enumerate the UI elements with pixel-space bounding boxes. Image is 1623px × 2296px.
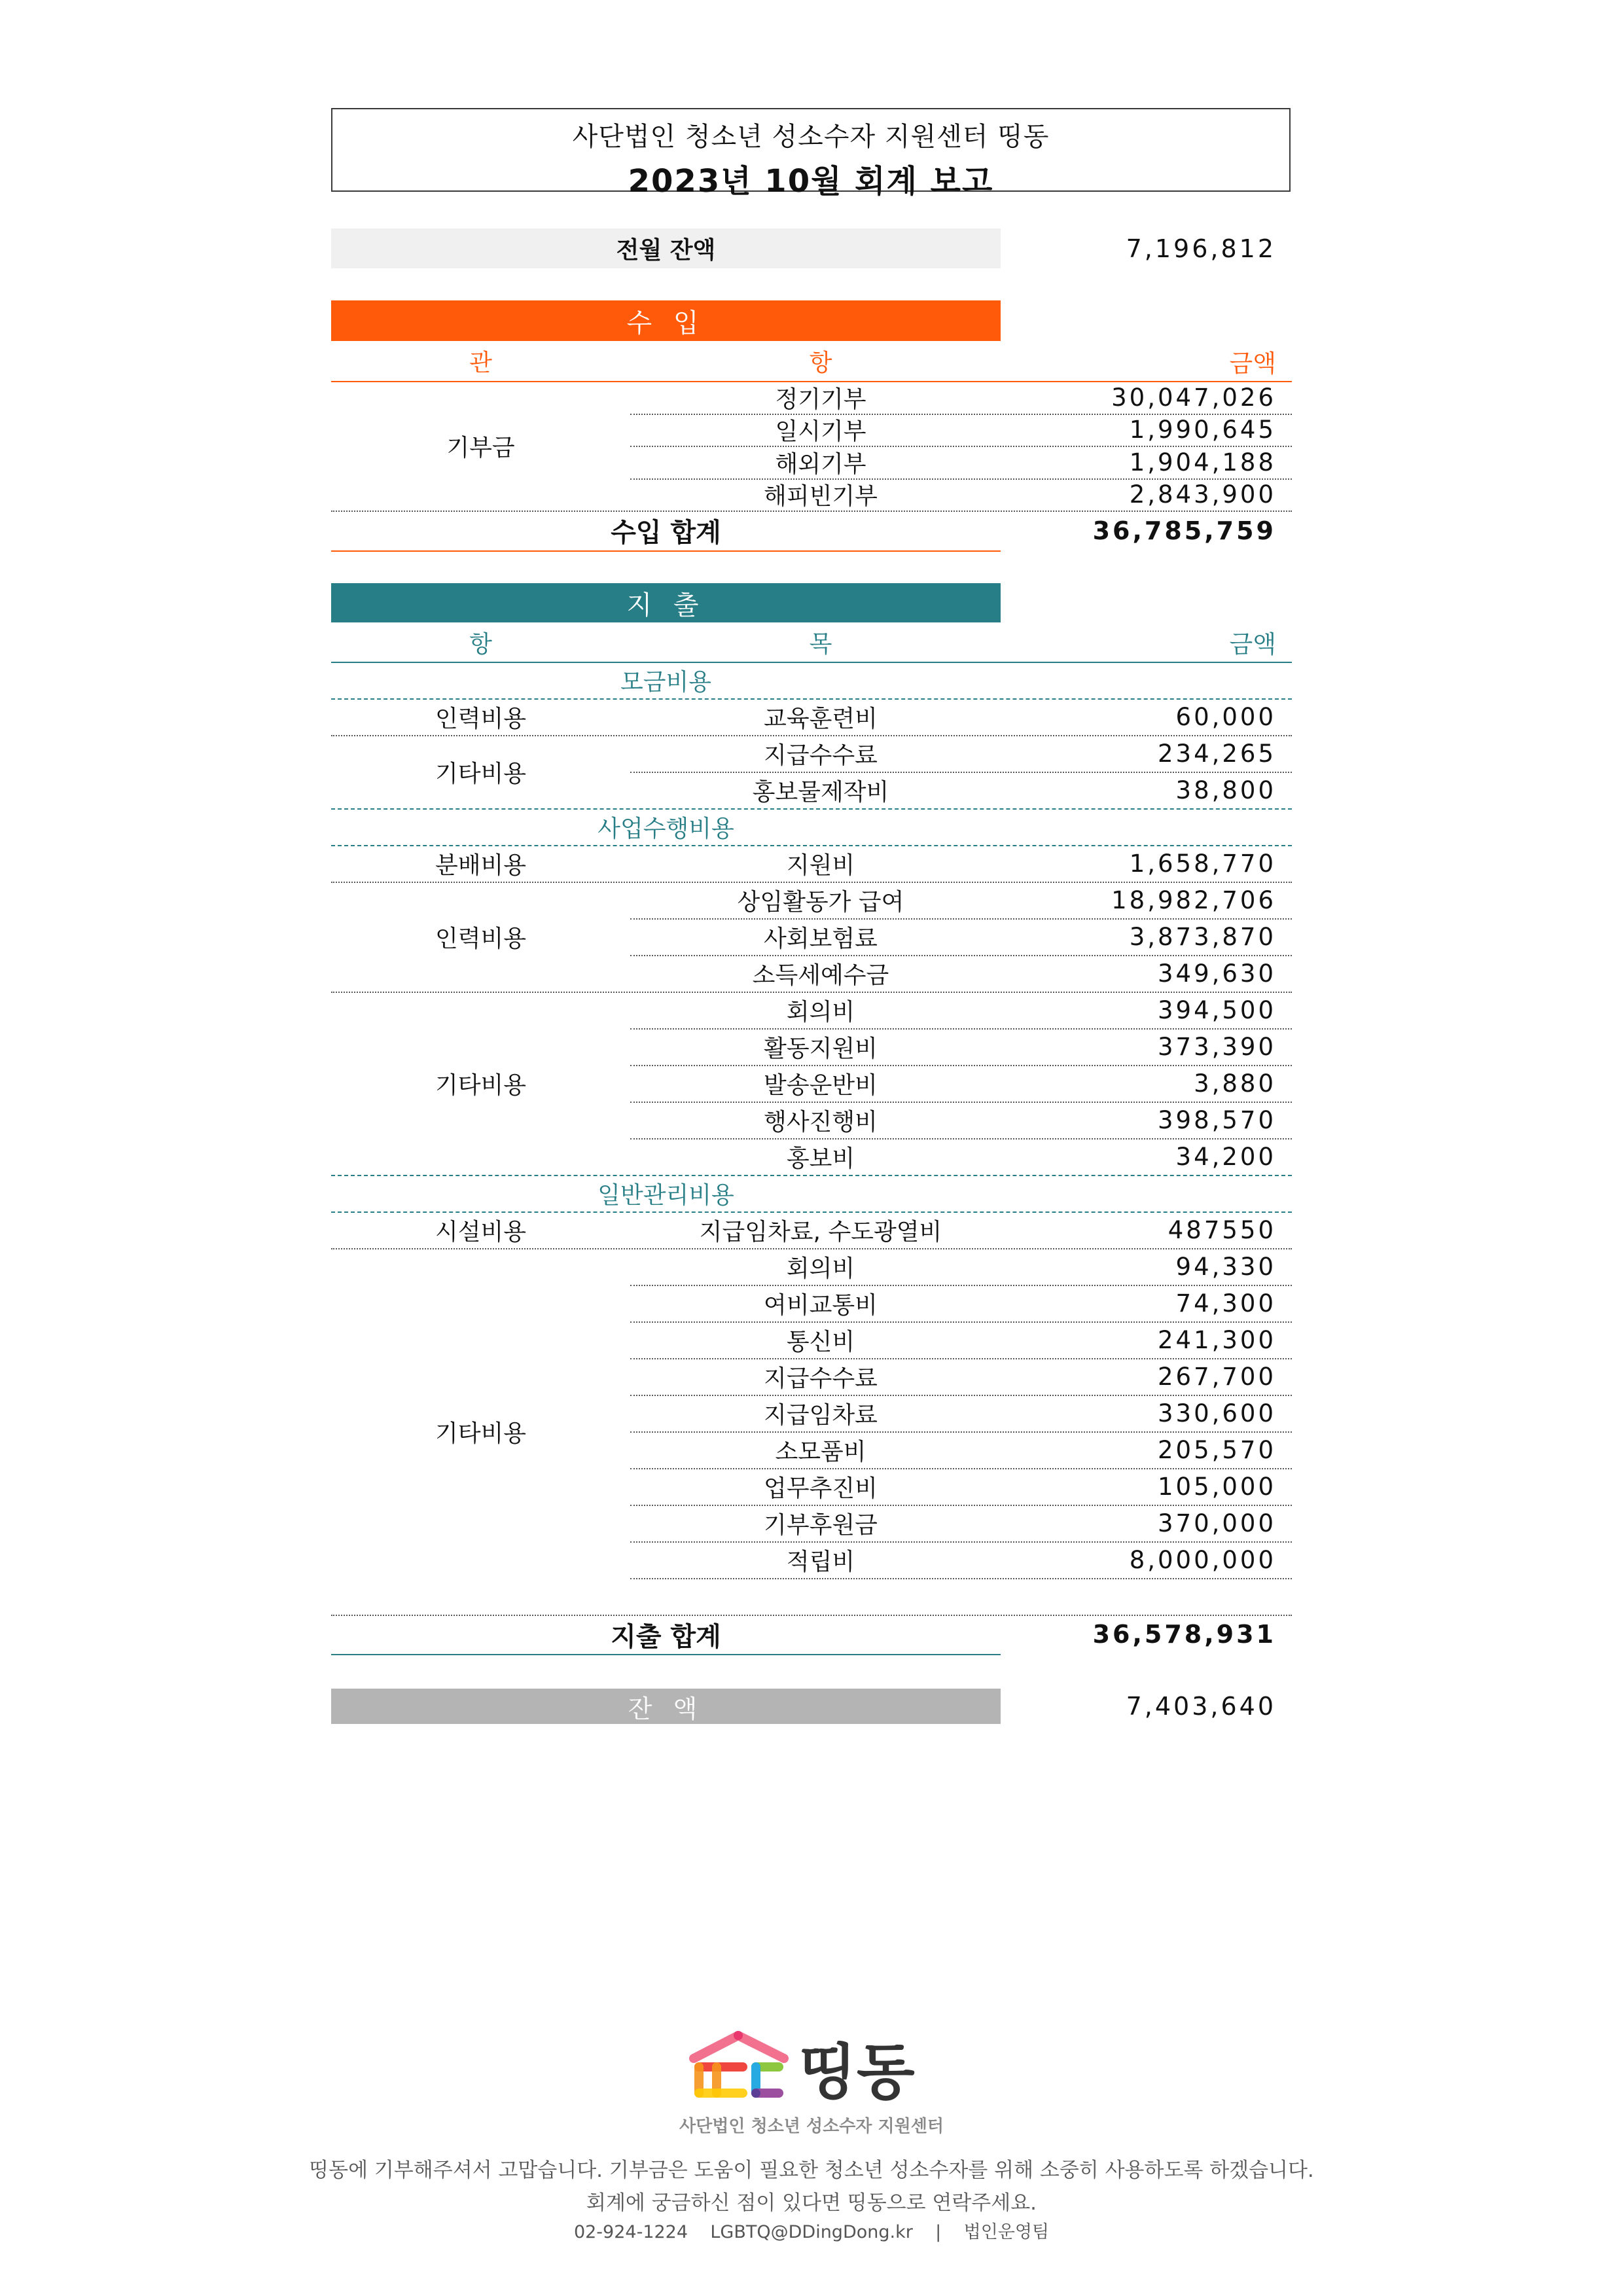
- expense-category-cell: 인력비용: [435, 925, 527, 952]
- expense-item: 소모품비: [775, 1438, 866, 1465]
- expense-amount: 241,300: [1157, 1325, 1276, 1354]
- expense-amount: 3,873,870: [1129, 922, 1276, 951]
- income-col-item: 항: [809, 350, 832, 376]
- house-logo-icon: [687, 2029, 949, 2101]
- expense-item: 소득세예수금: [752, 961, 889, 989]
- expense-amount: 105,000: [1157, 1472, 1276, 1501]
- income-total-label: 수입 합계: [611, 518, 721, 548]
- expense-amount: 205,570: [1157, 1435, 1276, 1464]
- expense-item: [630, 1578, 1011, 1615]
- income-col-amount: 금액: [1229, 349, 1276, 378]
- expense-item: 지급임차료: [764, 1401, 878, 1429]
- income-amount: 30,047,026: [1111, 383, 1276, 412]
- expense-category-cell: 기타비용: [435, 1071, 527, 1099]
- expense-item: 지급수수료: [764, 742, 878, 769]
- previous-balance-row: [331, 228, 1292, 268]
- separator: |: [935, 2222, 942, 2242]
- expense-item: 지급임차료, 수도광열비: [699, 1218, 942, 1246]
- contact-email[interactable]: LGBTQ@DDingDong.kr: [710, 2222, 913, 2242]
- income-item: 정기기부: [775, 386, 866, 413]
- previous-balance-amount: 7,196,812: [1126, 234, 1276, 263]
- expense-item: 회의비: [786, 1255, 855, 1282]
- expense-item: 상임활동가 급여: [737, 888, 904, 916]
- previous-balance-label: 전월 잔액: [331, 228, 1001, 268]
- expense-amount: 8,000,000: [1129, 1545, 1276, 1574]
- expense-col-item: 목: [809, 630, 832, 658]
- expense-amount: 38,800: [1175, 776, 1276, 804]
- expense-amount: 370,000: [1157, 1509, 1276, 1537]
- expense-amount: 267,700: [1157, 1362, 1276, 1391]
- expense-amount: 349,630: [1157, 959, 1276, 988]
- expense-category-cell: 기타비용: [435, 1420, 527, 1447]
- expense-amount: 487550: [1168, 1215, 1276, 1244]
- expense-amount: 94,330: [1175, 1252, 1276, 1281]
- income-amount: 1,990,645: [1129, 416, 1276, 444]
- expense-amount: 60,000: [1175, 702, 1276, 731]
- contact-team: 법인운영팀: [963, 2222, 1050, 2242]
- contact-prompt: 회계에 궁금하신 점이 있다면 띵동으로 연락주세요.: [586, 2191, 1037, 2215]
- income-item: 일시기부: [775, 418, 866, 445]
- expense-amount: 74,300: [1175, 1289, 1276, 1318]
- income-col-category: 관: [469, 350, 492, 376]
- expense-item: 기부후원금: [764, 1511, 878, 1539]
- expense-amount: 373,390: [1157, 1032, 1276, 1061]
- expense-item: 교육훈련비: [764, 705, 878, 732]
- expense-item: 업무추진비: [764, 1475, 878, 1502]
- income-item: 해외기부: [775, 450, 866, 478]
- expense-item: 적립비: [786, 1548, 855, 1575]
- expense-amount: 34,200: [1175, 1142, 1276, 1171]
- expense-item: 홍보비: [786, 1145, 855, 1172]
- report-title: 2023년 10월 회계 보고: [628, 163, 994, 200]
- expense-section-fundraising: 모금비용: [620, 668, 712, 696]
- contact-info: [0, 2217, 1623, 2243]
- expense-amount: 1,658,770: [1129, 849, 1276, 878]
- expense-item: 발송운반비: [764, 1071, 878, 1099]
- expense-amount: 394,500: [1157, 996, 1276, 1024]
- report-title-box: [331, 108, 1291, 200]
- expense-total-amount: 36,578,931: [1092, 1620, 1276, 1649]
- expense-amount: 234,265: [1157, 739, 1276, 768]
- ddingdong-logo: [687, 2029, 949, 2101]
- expense-item: 여비교통비: [764, 1291, 878, 1319]
- expense-item: 사회보험료: [764, 925, 878, 952]
- income-amount: 1,904,188: [1129, 448, 1276, 476]
- income-item: 해피빈기부: [764, 483, 878, 510]
- expense-category-cell: 분배비용: [435, 852, 527, 879]
- expense-amount: 3,880: [1194, 1069, 1276, 1098]
- organization-name: 사단법인 청소년 성소수자 지원센터 띵동: [572, 122, 1050, 152]
- income-amount: 2,843,900: [1129, 480, 1276, 509]
- expense-item: 지원비: [786, 852, 855, 879]
- expense-section-program: 사업수행비용: [597, 815, 734, 842]
- expense-item: 회의비: [786, 998, 855, 1026]
- thanks-message: 띵동에 기부해주셔서 고맙습니다. 기부금은 도움이 필요한 청소년 성소수자를 위해 소중히 사용하도록 하겠습니다.: [309, 2159, 1314, 2182]
- expense-item: 활동지원비: [764, 1035, 878, 1062]
- svg-text:띵동: 띵동: [798, 2037, 915, 2101]
- expense-section-header: 지 출: [331, 583, 1001, 622]
- expense-amount: 398,570: [1157, 1105, 1276, 1134]
- expense-category-cell: 인력비용: [435, 705, 527, 732]
- balance-label: 잔 액: [331, 1689, 1001, 1724]
- expense-item: 통신비: [786, 1328, 855, 1355]
- expense-col-amount: 금액: [1229, 630, 1276, 658]
- expense-total-underline: [331, 1654, 1001, 1655]
- expense-category-cell: 시설비용: [435, 1218, 527, 1246]
- expense-col-category: 항: [469, 630, 492, 658]
- expense-section-admin: 일반관리비용: [597, 1181, 734, 1209]
- expense-item: 홍보물제작비: [752, 778, 889, 806]
- income-total-amount: 36,785,759: [1092, 516, 1276, 545]
- expense-amount: 330,600: [1157, 1399, 1276, 1427]
- balance-amount: 7,403,640: [1126, 1692, 1276, 1721]
- income-section-header: 수 입: [331, 300, 1001, 341]
- expense-amount: 18,982,706: [1111, 886, 1276, 914]
- contact-phone: 02-924-1224: [573, 2222, 688, 2242]
- expense-amount: [1011, 1578, 1276, 1615]
- income-category-cell: 기부금: [446, 434, 515, 461]
- income-total-underline: [331, 550, 1001, 552]
- expense-category-cell: 기타비용: [435, 760, 527, 787]
- expense-item: 지급수수료: [764, 1365, 878, 1392]
- expense-total-label: 지출 합계: [611, 1621, 721, 1652]
- logo-subtitle: 사단법인 청소년 성소수자 지원센터: [679, 2117, 944, 2136]
- expense-item: 행사진행비: [764, 1108, 878, 1136]
